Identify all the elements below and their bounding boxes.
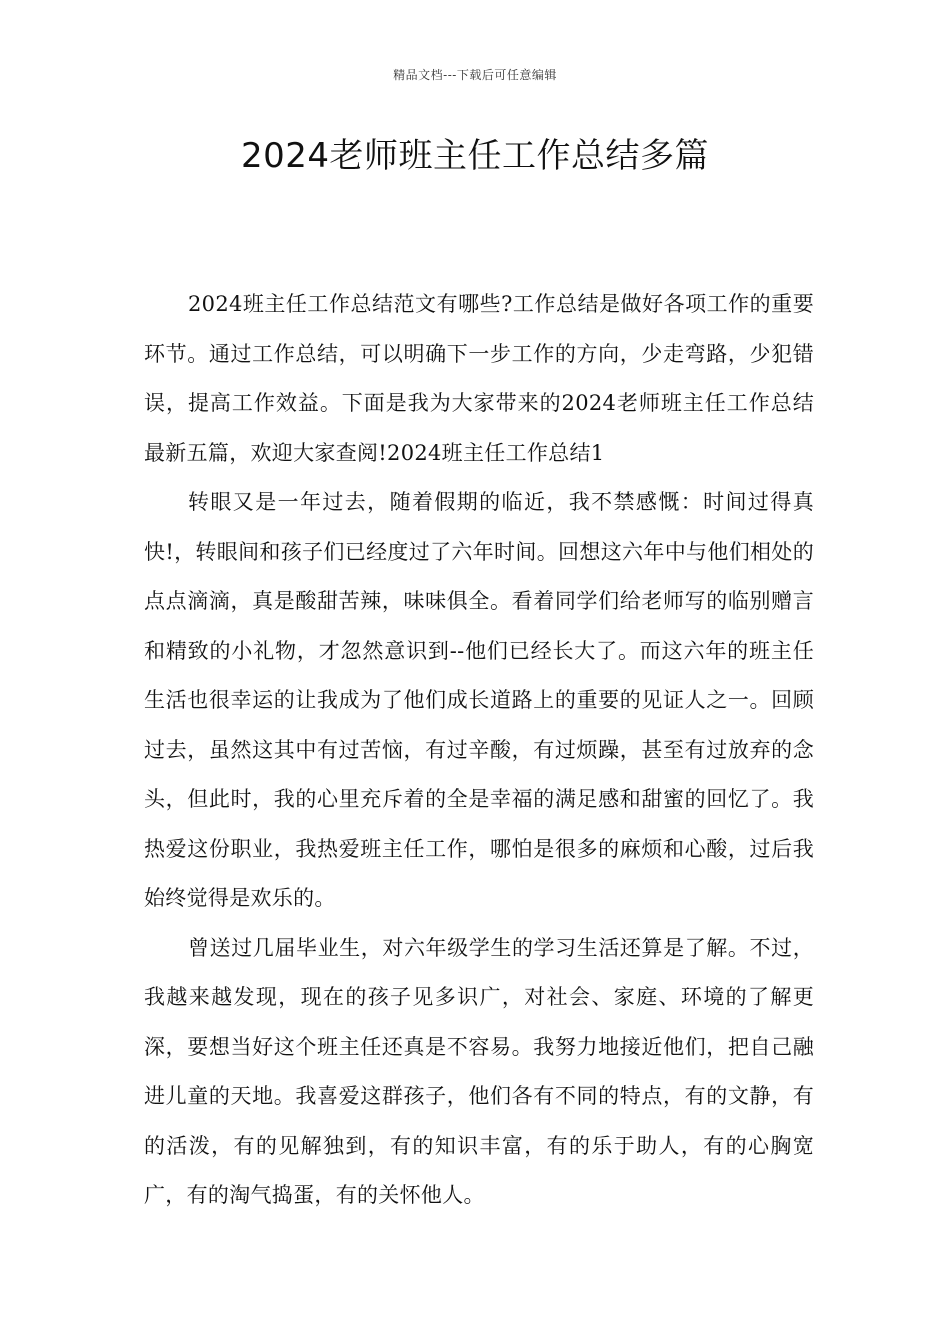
paragraph-students: 曾送过几届毕业生，对六年级学生的学习生活还算是了解。不过，我越来越发现，现在的孩子见多识广，对社会、家庭、环境的了解更深，要想当好这个班主任还真是不容易。我努力地接近他们，把自己融进儿童的天地。我喜爱这群孩子，他们各有不同的特点，有的文静，有的活泼，有的见解独到，有的知识丰富，有的乐于助人，有的心胸宽广，有的淘气捣蛋，有的关怀他人。 — [144, 935, 814, 1207]
paragraph-reflection: 转眼又是一年过去，随着假期的临近，我不禁感慨：时间过得真快!，转眼间和孩子们已经度过了六年时间。回想这六年中与他们相处的点点滴滴，真是酸甜苦辣，味味俱全。看着同学们给老师写的临别赠言和精致的小礼物，才忽然意识到--他们已经长大了。而这六年的班主任生活也很幸运的让我成为了他们成长道路上的重要的见证人之一。回顾过去，虽然这其中有过苦恼，有过辛酸，有过烦躁，甚至有过放弃的念头，但此时，我的心里充斥着的全是幸福的满足感和甜蜜的回忆了。我热爱这份职业，我热爱班主任工作，哪怕是很多的麻烦和心酸，过后我始终觉得是欢乐的。 — [144, 490, 814, 910]
document-body — [144, 280, 814, 1221]
document-title: 2024老师班主任工作总结多篇 — [240, 136, 710, 176]
paragraph-intro: 2024班主任工作总结范文有哪些?工作总结是做好各项工作的重要环节。通过工作总结，可以明确下一步工作的方向，少走弯路，少犯错误，提高工作效益。下面是我为大家带来的2024老师班主任工作总结最新五篇，欢迎大家查阅!2024班主任工作总结1 — [144, 292, 814, 465]
header-note: 精品文档---下载后可任意编辑 — [393, 68, 557, 82]
